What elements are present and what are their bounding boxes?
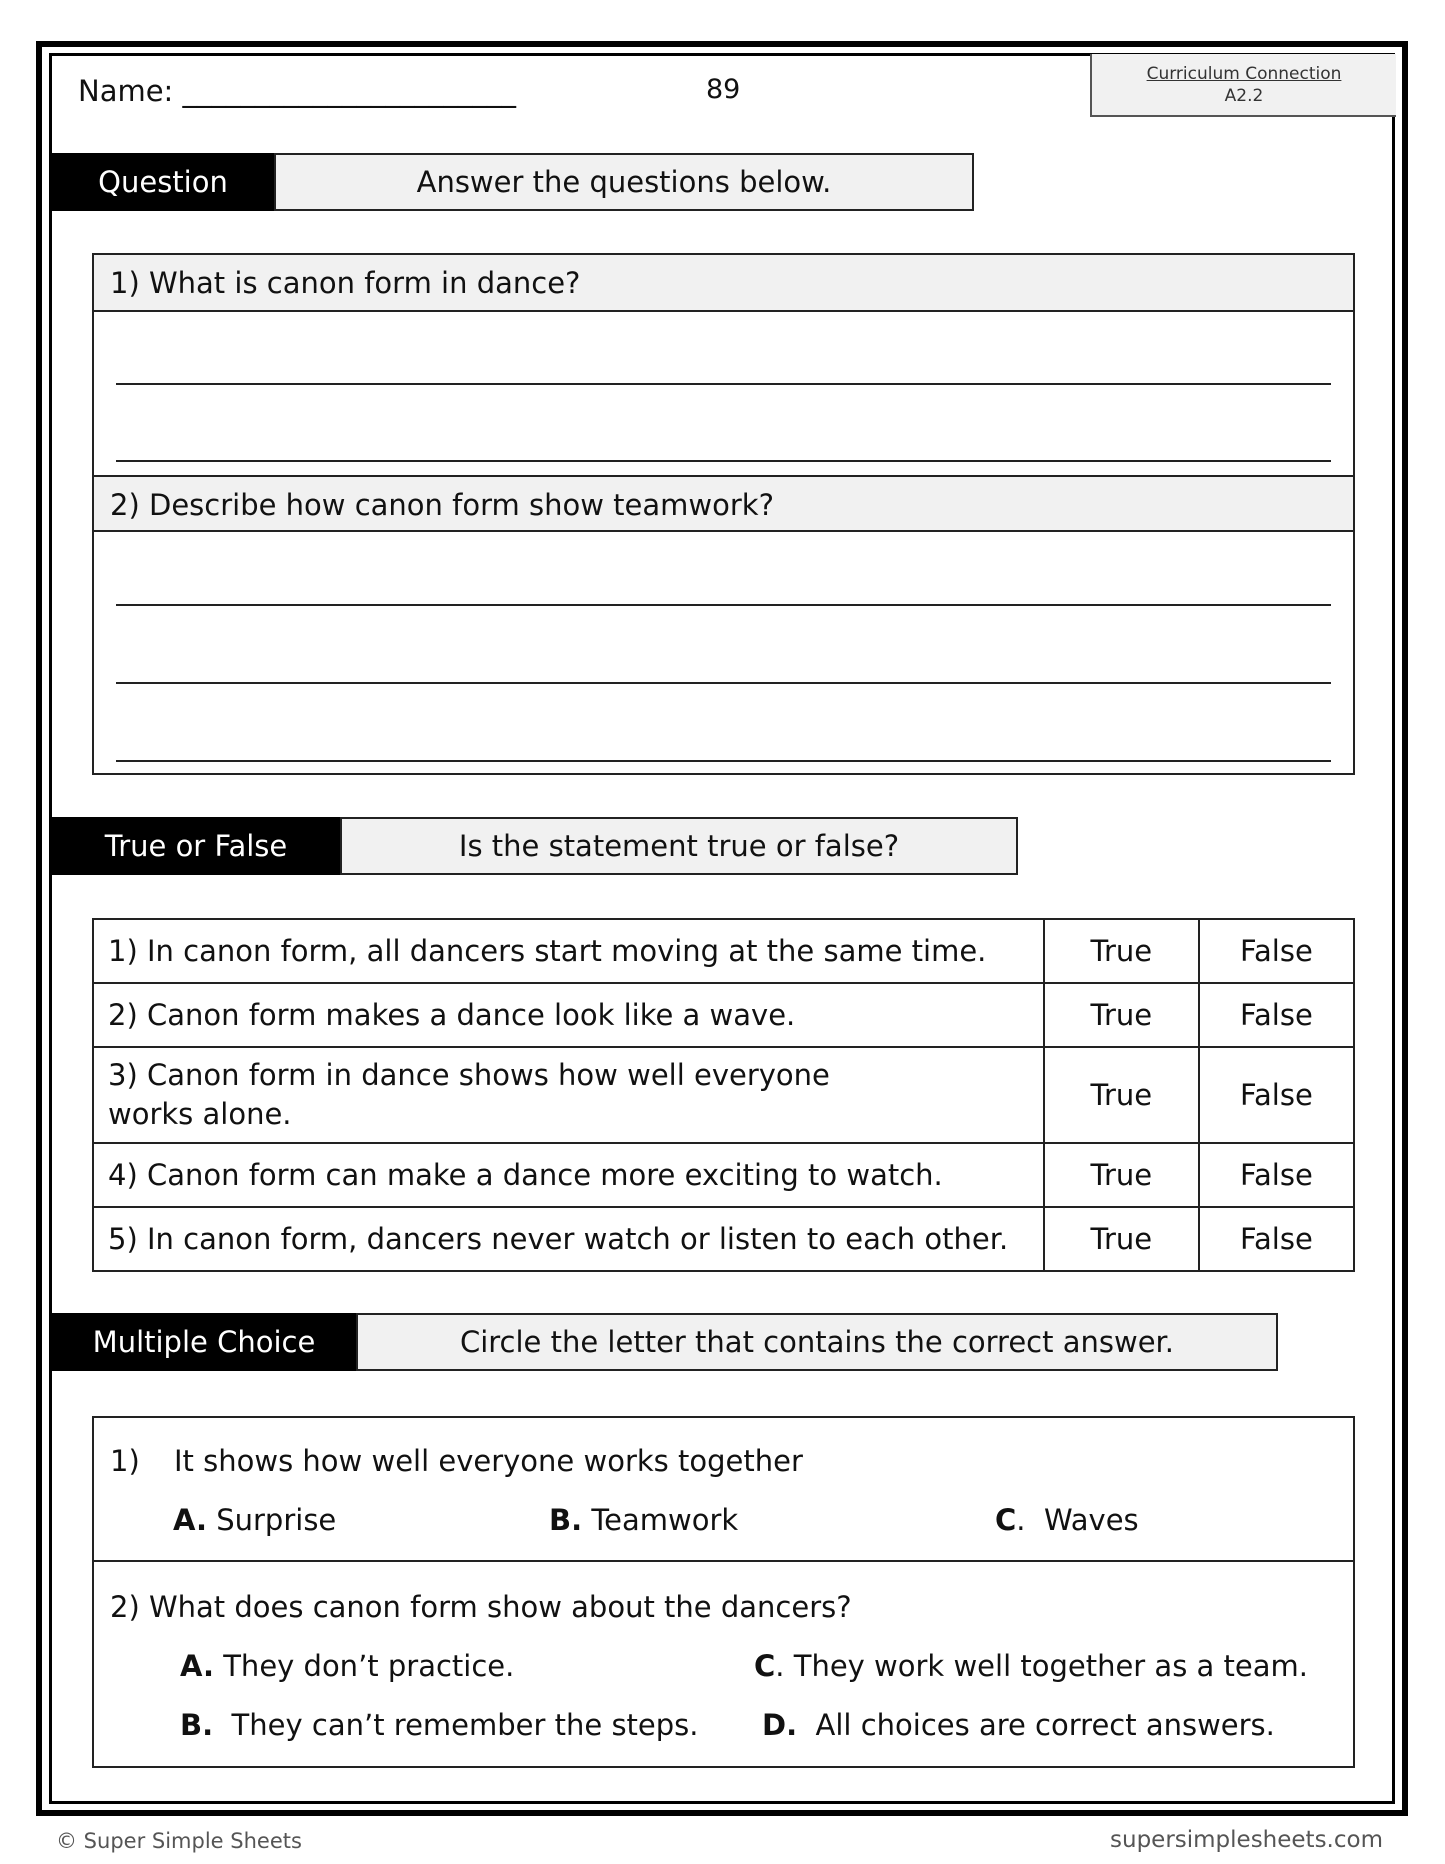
option-letter: C [754,1649,776,1683]
true-option[interactable]: True [1044,1143,1199,1207]
name-field[interactable]: Name: _______________________ [78,74,517,108]
multiple-choice-box [92,1416,1355,1768]
page-number: 89 [706,74,741,105]
option-text: Teamwork [591,1503,739,1537]
tf-statement: 3) Canon form in dance shows how well everyone works alone. [93,1047,1044,1143]
multiple-choice-section-label: Multiple Choice [52,1313,356,1371]
table-row [93,1143,1354,1207]
option-text: They don’t practice. [214,1649,515,1683]
tf-statement: 5) In canon form, dancers never watch or listen to each other. [93,1207,1044,1271]
answer-line[interactable] [116,383,1331,385]
answer-line[interactable] [116,604,1331,606]
true-option[interactable]: True [1044,1047,1199,1143]
true-false-table [92,918,1355,1272]
false-option[interactable]: False [1199,919,1354,983]
true-option[interactable]: True [1044,1207,1199,1271]
mc-q1-option-c[interactable] [995,1503,1139,1537]
false-option[interactable]: False [1199,983,1354,1047]
mc-divider [94,1560,1353,1562]
mc-q1-option-b[interactable] [549,1503,738,1537]
curriculum-code: A2.2 [1224,86,1264,106]
table-row [93,1047,1354,1143]
tf-statement: 4) Canon form can make a dance more exciting to watch. [93,1143,1044,1207]
mc-q2-option-d[interactable] [762,1708,1275,1742]
table-row [93,1207,1354,1271]
multiple-choice-section-instruction: Circle the letter that contains the correct answer. [356,1313,1278,1371]
option-text: . Waves [1016,1503,1139,1537]
option-text: Surprise [216,1503,337,1537]
answer-line[interactable] [116,760,1331,762]
mc-question-2-text: 2) What does canon form show about the dancers? [110,1590,852,1624]
mc-question-1-text: It shows how well everyone works together [174,1444,803,1478]
false-option[interactable]: False [1199,1143,1354,1207]
curriculum-connection-box [1090,54,1396,117]
true-option[interactable]: True [1044,919,1199,983]
table-row [93,919,1354,983]
option-letter: B. [180,1708,214,1742]
curriculum-title: Curriculum Connection [1146,64,1342,84]
mc-q2-option-c[interactable] [754,1649,1308,1683]
option-letter: B. [549,1503,583,1537]
false-option[interactable]: False [1199,1047,1354,1143]
option-letter: A. [173,1503,207,1537]
mc-q2-option-b[interactable] [180,1708,699,1742]
short-answer-question-2: 2) Describe how canon form show teamwork? [94,475,1353,532]
mc-q2-option-a[interactable] [180,1649,514,1683]
question-section-label: Question [52,153,274,211]
true-option[interactable]: True [1044,983,1199,1047]
answer-line[interactable] [116,682,1331,684]
option-letter: D. [762,1708,798,1742]
option-text: . They work well together as a team. [775,1649,1308,1683]
option-letter: A. [180,1649,214,1683]
true-false-section-label: True or False [52,817,340,875]
table-row [93,983,1354,1047]
answer-line[interactable] [116,460,1331,462]
mc-question-1-number: 1) [110,1444,140,1478]
false-option[interactable]: False [1199,1207,1354,1271]
footer-copyright: © Super Simple Sheets [56,1829,302,1853]
tf-statement: 2) Canon form makes a dance look like a wave. [93,983,1044,1047]
option-text: They can’t remember the steps. [213,1708,699,1742]
mc-q1-option-a[interactable] [173,1503,336,1537]
true-false-section-instruction: Is the statement true or false? [340,817,1018,875]
short-answer-box [92,253,1355,775]
option-text: All choices are correct answers. [797,1708,1275,1742]
footer-website[interactable]: supersimplesheets.com [1110,1827,1383,1853]
short-answer-question-1: 1) What is canon form in dance? [94,255,1353,312]
question-section-instruction: Answer the questions below. [274,153,974,211]
option-letter: C [995,1503,1017,1537]
tf-statement: 1) In canon form, all dancers start moving at the same time. [93,919,1044,983]
